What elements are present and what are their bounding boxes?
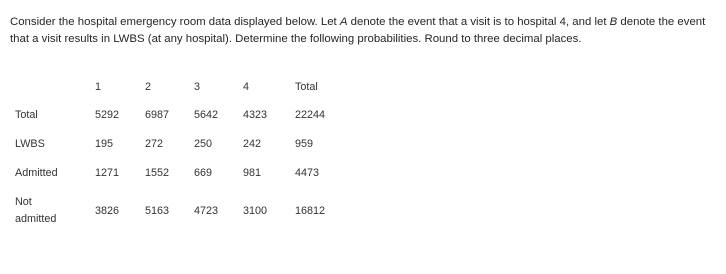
table-cell: 5292 (95, 108, 120, 121)
row-label (15, 189, 95, 233)
row-label-line-2: admitted (15, 213, 57, 225)
table-row-total (15, 99, 355, 130)
table-cell: 4723 (194, 205, 219, 217)
question-part-2: denote the event that a visit is to hospital 4, and let (347, 16, 610, 28)
table-cell: 3826 (95, 205, 120, 217)
row-label: Total (15, 108, 38, 121)
table-cell: 272 (145, 137, 164, 150)
table-cell: 16812 (295, 205, 326, 217)
event-a-symbol: A (339, 16, 348, 28)
table-cell: 4473 (295, 167, 320, 179)
table-cell: 5642 (194, 108, 219, 121)
table-cell: 250 (194, 137, 213, 150)
question-text (10, 14, 716, 48)
header-cell-total: Total (295, 80, 318, 93)
hospital-data-table (15, 74, 355, 233)
table-header-row (15, 74, 355, 99)
row-label: LWBS (15, 137, 45, 150)
table-row-not-admitted (15, 189, 355, 233)
table-row-lwbs (15, 130, 355, 157)
table-cell: 669 (194, 167, 213, 179)
table-cell: 1271 (95, 167, 120, 179)
table-cell: 195 (95, 137, 114, 150)
question-part-1: Consider the hospital emergency room data displayed below. Let (10, 16, 340, 28)
row-label-line-1: Not (15, 196, 32, 208)
event-b-symbol: B (609, 16, 618, 28)
table-cell: 4323 (243, 108, 268, 121)
header-cell-hospital-4: 4 (243, 80, 250, 93)
table-cell: 3100 (243, 205, 268, 217)
table-cell: 1552 (145, 167, 170, 179)
table-cell: 6987 (145, 108, 170, 121)
question-part-3: denote the event that a visit results in LWBS (at any hospital). Determine the following probabilities. Round to three decimal places. (10, 16, 706, 45)
table-cell: 959 (295, 137, 314, 150)
header-cell-hospital-2: 2 (145, 80, 152, 93)
header-cell-empty (15, 74, 95, 99)
header-cell-hospital-1: 1 (95, 80, 102, 93)
table-row-admitted (15, 157, 355, 189)
header-cell-hospital-3: 3 (194, 80, 201, 93)
table-cell: 981 (243, 167, 262, 179)
table-cell: 22244 (295, 108, 326, 121)
table-cell: 5163 (145, 205, 170, 217)
row-label: Admitted (15, 167, 58, 179)
table-cell: 242 (243, 137, 262, 150)
